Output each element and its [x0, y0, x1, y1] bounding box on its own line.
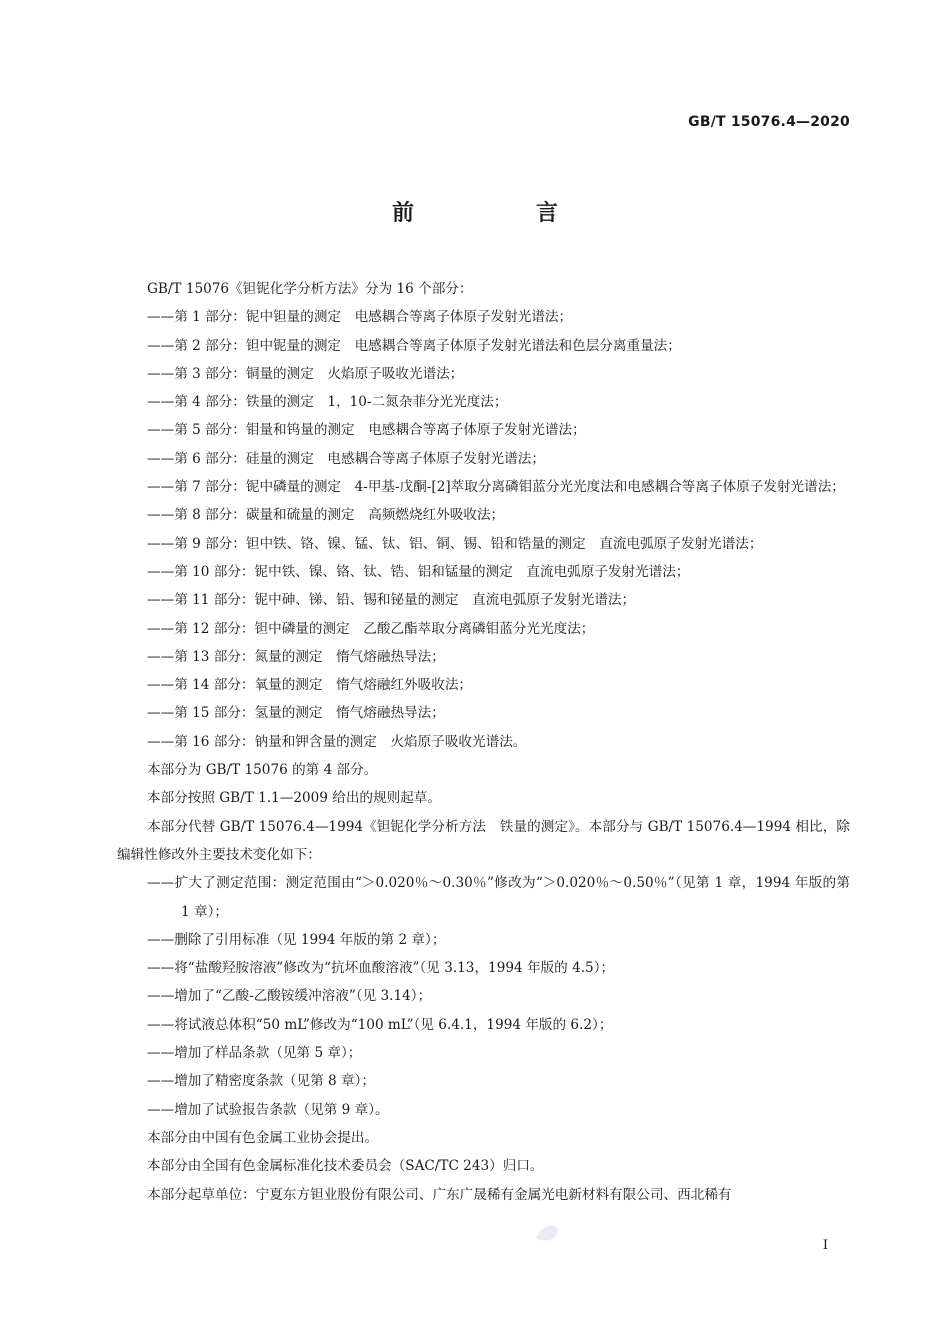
part-list-item: ——第 4 部分：铁量的测定 1，10-二氮杂菲分光光度法； [147, 394, 508, 411]
part-list-item: ——第 5 部分：钼量和钨量的测定 电感耦合等离子体原子发射光谱法； [147, 422, 586, 439]
part-list-item: ——第 15 部分：氢量的测定 惰气熔融热导法； [147, 705, 445, 722]
drafting-units-statement: 本部分起草单位：宁夏东方钽业股份有限公司、广东广晟稀有金属光电新材料有限公司、西北稀有 [147, 1186, 732, 1203]
part-list-item: ——第 8 部分：碳量和硫量的测定 高频燃烧红外吸收法； [147, 507, 505, 524]
part-list-item: ——第 10 部分：铌中铁、镍、铬、钛、锆、铝和锰量的测定 直流电弧原子发射光谱法； [147, 563, 690, 580]
change-list-item: ——将试液总体积“50 mL”修改为“100 mL”（见 6.4.1，1994 年版的 6.2）； [147, 1016, 613, 1033]
centralized-unit-statement: 本部分由全国有色金属标准化技术委员会（SAC/TC 243）归口。 [147, 1158, 544, 1175]
change-list-item: ——增加了样品条款（见第 5 章）； [147, 1045, 362, 1062]
change-list-item: ——将“盐酸羟胺溶液”修改为“抗坏血酸溶液”（见 3.13，1994 年版的 4.5）； [147, 960, 615, 977]
part-list-item: ——第 12 部分：钽中磷量的测定 乙酸乙酯萃取分离磷钼蓝分光光度法； [147, 620, 595, 637]
part-list-item: ——第 13 部分：氮量的测定 惰气熔融热导法； [147, 648, 445, 665]
change-list-item: ——扩大了测定范围：测定范围由“＞0.020％～0.30％”修改为“＞0.020％～0.50％”（见第 1 章，1994 年版的第 1 章）； [147, 875, 850, 920]
part-list-item: ——第 6 部分：硅量的测定 电感耦合等离子体原子发射光谱法； [147, 450, 545, 467]
part-list-item: ——第 14 部分：氧量的测定 惰气熔融红外吸收法； [147, 677, 473, 694]
intro-paragraph: GB/T 15076《钽铌化学分析方法》分为 16 个部分： [147, 281, 473, 297]
change-list-item: ——删除了引用标准（见 1994 年版的第 2 章）； [147, 931, 446, 948]
standard-number: GB/T 15076.4—2020 [688, 114, 850, 130]
change-list-item: ——增加了“乙酸-乙酸铵缓冲溶液”（见 3.14）； [147, 988, 432, 1005]
document-body [117, 275, 850, 1209]
page-number: Ⅰ [822, 1238, 828, 1253]
part-list-item: ——第 7 部分：铌中磷量的测定 4-甲基-戊酮-[2]萃取分离磷钼蓝分光光度法和电感耦合等离子体原子发射光谱法； [147, 479, 845, 496]
part-list-item: ——第 11 部分：铌中砷、锑、铅、锡和铋量的测定 直流电弧原子发射光谱法； [147, 592, 636, 609]
part-statement: 本部分为 GB/T 15076 的第 4 部分。 [147, 762, 378, 779]
part-list-item: ——第 16 部分：钠量和钾含量的测定 火焰原子吸收光谱法。 [147, 733, 527, 750]
watermark-mark [532, 1222, 562, 1242]
change-list-item: ——增加了试验报告条款（见第 9 章）。 [147, 1101, 389, 1118]
replacement-statement: 本部分代替 GB/T 15076.4—1994《钽铌化学分析方法 铁量的测定》。本部分与 GB/T 15076.4—1994 相比，除编辑性修改外主要技术变化如下： [117, 818, 850, 863]
proposer-statement: 本部分由中国有色金属工业协会提出。 [147, 1129, 379, 1146]
part-list-item: ——第 9 部分：钽中铁、铬、镍、锰、钛、铝、铜、锡、铅和锆量的测定 直流电弧原子发射光谱法； [147, 535, 763, 552]
page-title: 前 言 [391, 201, 608, 226]
drafting-rules-statement: 本部分按照 GB/T 1.1—2009 给出的规则起草。 [147, 790, 441, 807]
change-list-item: ——增加了精密度条款（见第 8 章）； [147, 1073, 375, 1090]
part-list-item: ——第 2 部分：钽中铌量的测定 电感耦合等离子体原子发射光谱法和色层分离重量法； [147, 337, 681, 354]
part-list-item: ——第 3 部分：铜量的测定 火焰原子吸收光谱法； [147, 365, 464, 382]
part-list-item: ——第 1 部分：铌中钽量的测定 电感耦合等离子体原子发射光谱法； [147, 309, 573, 326]
